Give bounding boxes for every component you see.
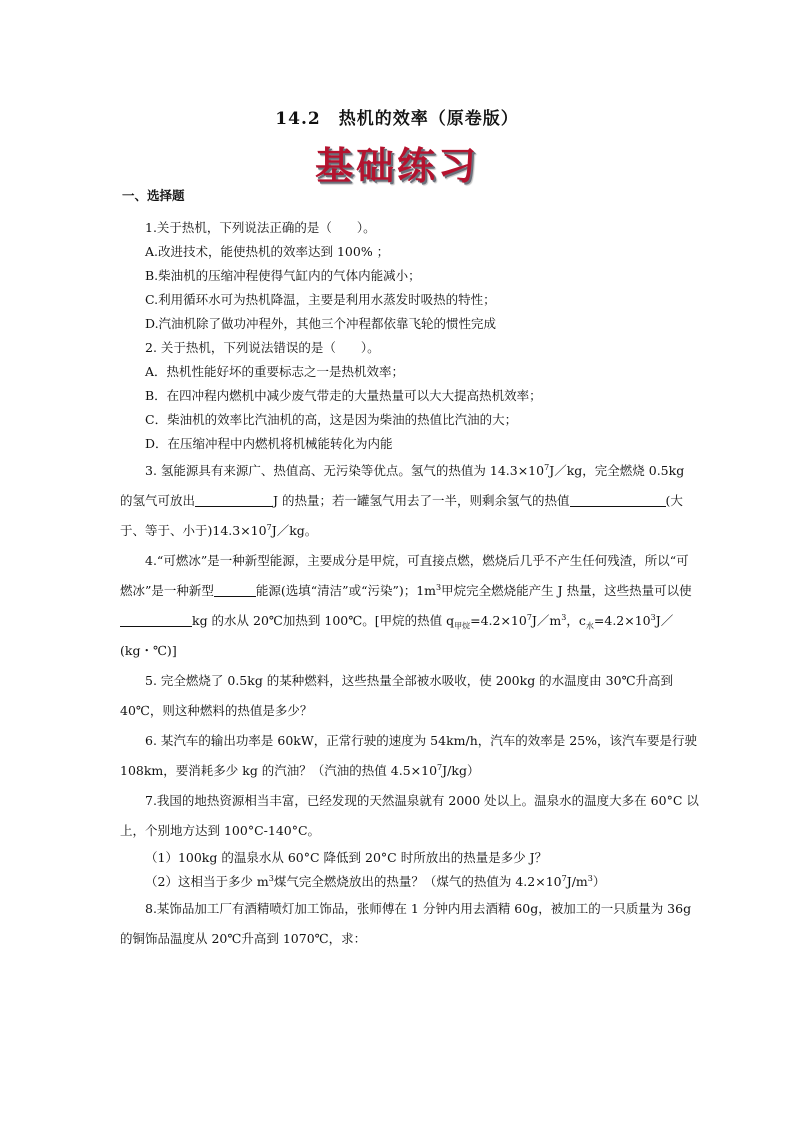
q3-text-5: J／kg。 <box>271 523 318 538</box>
q7-text-3: J/m <box>566 874 588 889</box>
option-d: D.汽油机除了做功冲程外，其他三个冲程都依靠飞轮的惯性完成 <box>145 316 497 331</box>
option-a: A．热机性能好坏的重要标志之一是热机效率； <box>145 364 405 379</box>
question-6 <box>120 726 700 786</box>
subscript: 水 <box>585 621 594 631</box>
exponent: 3 <box>561 612 567 622</box>
answer-blank[interactable] <box>570 492 666 507</box>
question-2 <box>120 336 700 456</box>
q6-text-1: 6. 某汽车的输出功率是 60kW，正常行驶的速度为 54km/h，汽车的效率是 25%，该汽车要是行驶 108km，要消耗多少 kg 的汽油？（汽油的热值 4.5×10 <box>120 733 698 778</box>
answer-blank[interactable] <box>120 612 192 627</box>
q4-text-8: =4.2×10 <box>593 613 651 628</box>
question-1 <box>120 216 700 336</box>
q7-text-1: （2）这相当于多少 m <box>145 874 269 889</box>
option-b: B．在四冲程内燃机中减少废气带走的大量热量可以大大提高热机效率； <box>145 388 542 403</box>
subscript: 甲烷 <box>454 621 471 631</box>
option-c: C．柴油机的效率比汽油机的高，这是因为柴油的热值比汽油的大； <box>145 412 518 427</box>
question-8: 8.某饰品加工厂有酒精喷灯加工饰品，张师傅在 1 分钟内用去酒精 60g，被加工的一只质量为 36g 的铜饰品温度从 20℃升高到 1070℃，求： <box>120 901 692 946</box>
q4-text-4: kg 的水从 20℃加热到 100℃。[甲烷的热值 q <box>192 613 455 628</box>
q4-text-3: 甲烷完全燃烧能产生 J 热量，这些热量可以使 <box>441 583 692 598</box>
question-7 <box>120 786 700 894</box>
q4-text-1: 4.“可燃冰”是一种新型能源，主要成分是甲烷，可直接点燃，燃烧后几乎不产生任何残渣，所以“可燃冰”是一种新型 <box>120 553 689 598</box>
q3-text-4: (大于、等于、小于)14.3×10 <box>120 493 683 538</box>
q6-text-2: J/kg） <box>442 763 480 778</box>
document-title: 14.2 热机的效率（原卷版） <box>275 109 519 129</box>
exponent: 7 <box>561 873 567 883</box>
exponent: 7 <box>526 612 532 622</box>
sub-question-1: （1）100kg 的温泉水从 60°C 降低到 20°C 时所放出的热量是多少 J？ <box>145 850 548 865</box>
option-d: D．在压缩冲程中内燃机将机械能转化为内能 <box>145 436 393 451</box>
document-body <box>120 186 700 954</box>
question-5: 5. 完全燃烧了 0.5kg 的某种燃料，这些热量全部被水吸收，使 200kg 的水温度由 30℃升高到 40℃，则这种燃料的热值是多少？ <box>120 673 674 718</box>
question-3 <box>120 456 700 546</box>
q4-text-9: J／(kg・℃)] <box>120 613 674 658</box>
answer-blank[interactable] <box>214 582 256 597</box>
q4-text-5: =4.2×10 <box>470 613 527 628</box>
exponent: 3 <box>268 873 274 883</box>
option-b: B.柴油机的压缩冲程使得气缸内的气体内能减小； <box>145 268 421 283</box>
q4-text-7: ，c <box>566 613 586 628</box>
q3-text-2: J／kg，完全燃烧 0.5kg 的氢气可放出 <box>120 463 685 508</box>
question-stem: 1.关于热机，下列说法正确的是（ ）。 <box>145 220 376 235</box>
question-stem: 7.我国的地热资源相当丰富，已经发现的天然温泉就有 2000 处以上。温泉水的温度大多在 60°C 以上，个别地方达到 100°C-140°C。 <box>120 793 699 838</box>
option-a: A.改进技术，能使热机的效率达到 100% ； <box>145 244 390 259</box>
exponent: 7 <box>544 462 550 472</box>
question-4 <box>120 546 700 666</box>
q7-text-4: ） <box>592 874 606 889</box>
q7-text-2: 煤气完全燃烧放出的热量？（煤气的热值为 4.2×10 <box>273 874 562 889</box>
q4-text-2: 能源(选填“清洁”或“污染”)；1m <box>255 583 437 598</box>
sub-question-2 <box>120 870 700 894</box>
q3-text-3: J 的热量；若一罐氢气用去了一半，则剩余氢气的热值 <box>273 493 570 508</box>
question-stem: 2. 关于热机，下列说法错误的是（ ）。 <box>145 340 380 355</box>
section-heading: 一、选择题 <box>122 188 185 203</box>
exponent: 3 <box>436 582 442 592</box>
exponent: 7 <box>437 762 443 772</box>
exponent: 7 <box>266 522 272 532</box>
q3-text-1: 3. 氢能源具有来源广、热值高、无污染等优点。氢气的热值为 14.3×10 <box>145 463 545 478</box>
exponent: 3 <box>587 873 593 883</box>
option-c: C.利用循环水可为热机降温，主要是利用水蒸发时吸热的特性； <box>145 292 496 307</box>
q4-text-6: J／m <box>531 613 562 628</box>
banner-heading: 基础练习 <box>314 144 479 188</box>
answer-blank[interactable] <box>195 492 273 507</box>
exponent: 3 <box>650 612 656 622</box>
